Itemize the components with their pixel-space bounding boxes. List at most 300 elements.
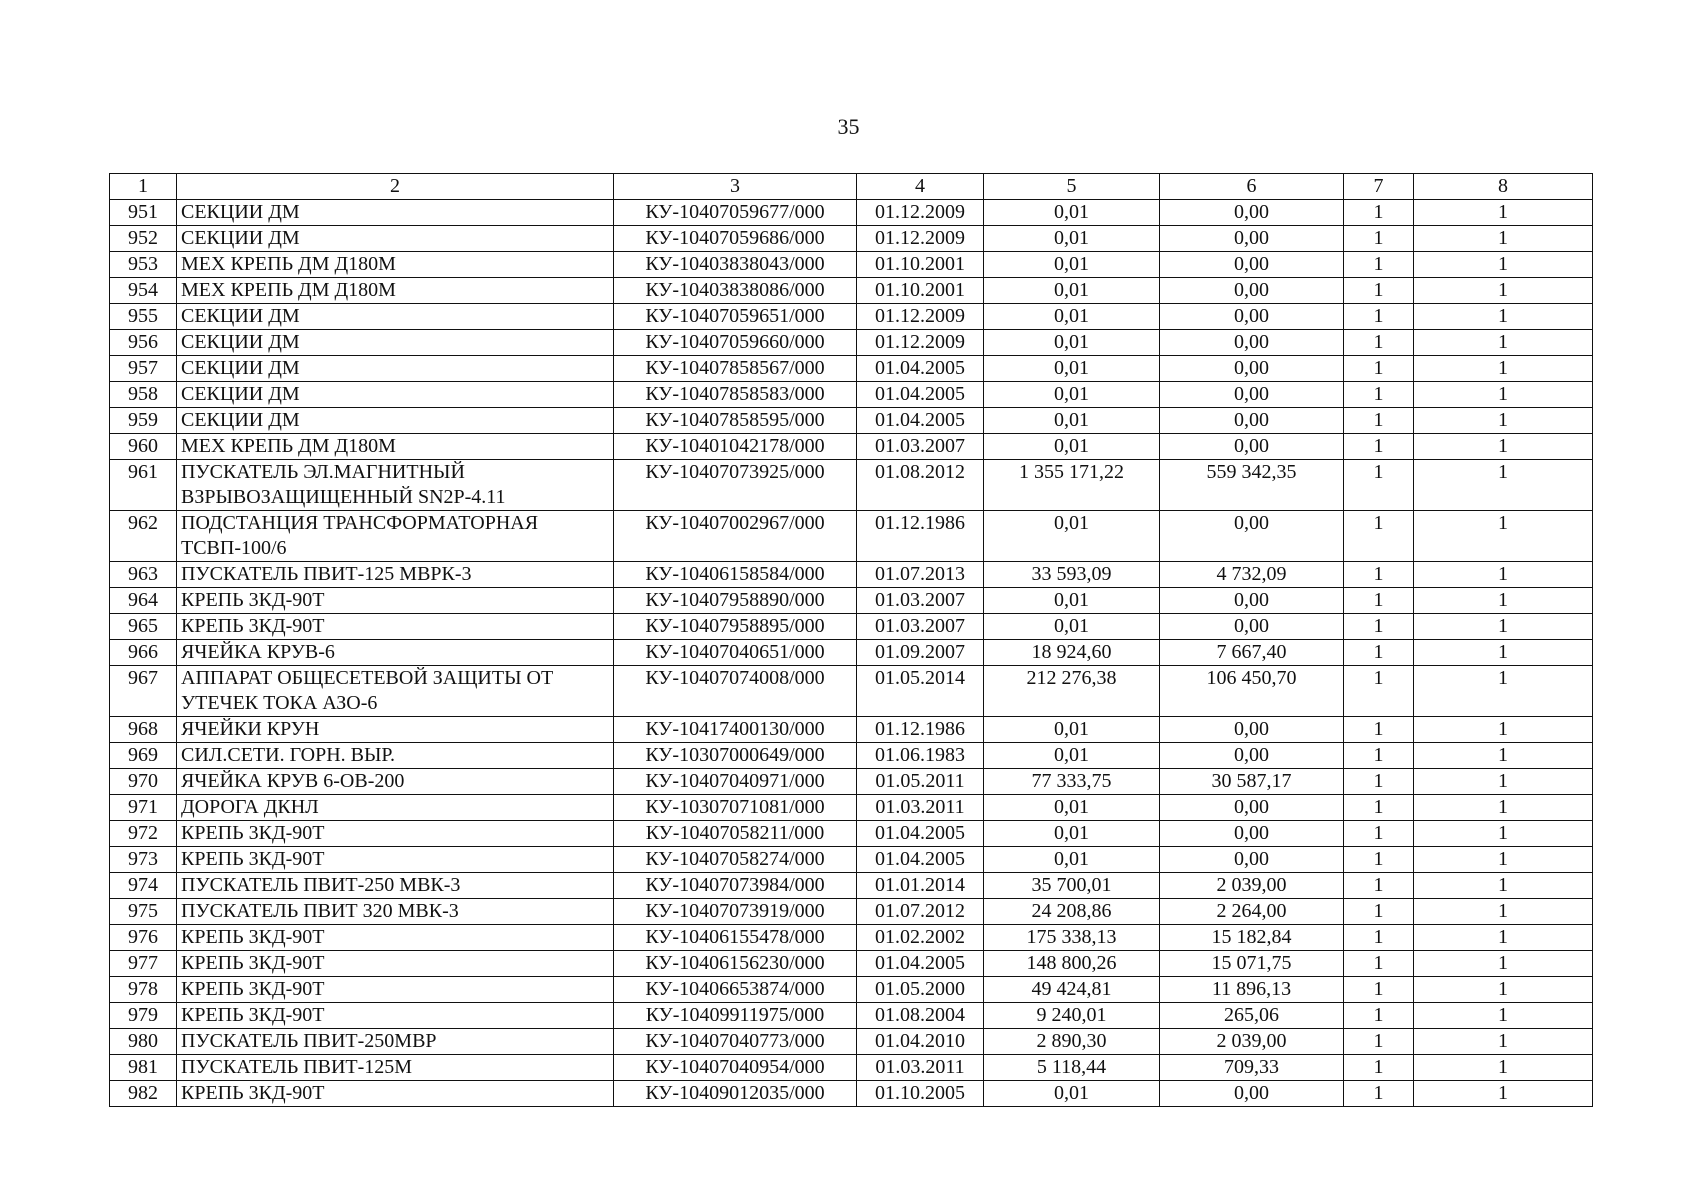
residual-cost-cell: 30 587,17 [1160, 769, 1344, 795]
table-row [110, 821, 1593, 847]
table-row [110, 1029, 1593, 1055]
asset-name-cell: КРЕПЬ 3КД-90Т [177, 1003, 614, 1029]
asset-name-cell: МЕХ КРЕПЬ ДМ Д180М [177, 434, 614, 460]
initial-cost-cell: 148 800,26 [984, 951, 1160, 977]
table-row [110, 666, 1593, 717]
date-cell: 01.04.2005 [857, 382, 984, 408]
row-number-cell: 966 [110, 640, 177, 666]
inventory-code-cell: КУ-10407040773/000 [614, 1029, 857, 1055]
initial-cost-cell: 35 700,01 [984, 873, 1160, 899]
quantity-cell: 1 [1344, 460, 1414, 511]
inventory-code-cell: КУ-10407858583/000 [614, 382, 857, 408]
asset-name-cell: КРЕПЬ 3КД-90Т [177, 1081, 614, 1107]
quantity-cell: 1 [1344, 252, 1414, 278]
count-cell: 1 [1414, 1081, 1593, 1107]
quantity-cell: 1 [1344, 330, 1414, 356]
row-number-cell: 954 [110, 278, 177, 304]
count-cell: 1 [1414, 252, 1593, 278]
inventory-code-cell: КУ-10407958890/000 [614, 588, 857, 614]
initial-cost-cell: 0,01 [984, 614, 1160, 640]
row-number-cell: 978 [110, 977, 177, 1003]
asset-name-cell: КРЕПЬ 3КД-90Т [177, 977, 614, 1003]
residual-cost-cell: 0,00 [1160, 382, 1344, 408]
inventory-code-cell: КУ-10407040651/000 [614, 640, 857, 666]
count-cell: 1 [1414, 434, 1593, 460]
initial-cost-cell: 0,01 [984, 434, 1160, 460]
row-number-cell: 951 [110, 200, 177, 226]
count-cell: 1 [1414, 408, 1593, 434]
row-number-cell: 977 [110, 951, 177, 977]
row-number-cell: 976 [110, 925, 177, 951]
date-cell: 01.10.2005 [857, 1081, 984, 1107]
asset-name-cell: ПУСКАТЕЛЬ ПВИТ-250МВР [177, 1029, 614, 1055]
residual-cost-cell: 11 896,13 [1160, 977, 1344, 1003]
count-cell: 1 [1414, 717, 1593, 743]
table-row [110, 717, 1593, 743]
table-row [110, 511, 1593, 562]
inventory-code-cell: КУ-10406155478/000 [614, 925, 857, 951]
column-header-6: 6 [1160, 174, 1344, 200]
asset-name-cell: ПОДСТАНЦИЯ ТРАНСФОРМАТОРНАЯ ТСВП-100/6 [177, 511, 614, 562]
residual-cost-cell: 0,00 [1160, 1081, 1344, 1107]
row-number-cell: 973 [110, 847, 177, 873]
asset-name-cell: ПУСКАТЕЛЬ ПВИТ-125 МВРК-3 [177, 562, 614, 588]
inventory-code-cell: КУ-10407059677/000 [614, 200, 857, 226]
residual-cost-cell: 0,00 [1160, 278, 1344, 304]
initial-cost-cell: 2 890,30 [984, 1029, 1160, 1055]
initial-cost-cell: 0,01 [984, 226, 1160, 252]
asset-name-cell: СЕКЦИИ ДМ [177, 330, 614, 356]
residual-cost-cell: 265,06 [1160, 1003, 1344, 1029]
inventory-code-cell: КУ-10403838043/000 [614, 252, 857, 278]
initial-cost-cell: 212 276,38 [984, 666, 1160, 717]
table-row [110, 408, 1593, 434]
count-cell: 1 [1414, 821, 1593, 847]
asset-name-cell: МЕХ КРЕПЬ ДМ Д180М [177, 278, 614, 304]
inventory-code-cell: КУ-10403838086/000 [614, 278, 857, 304]
inventory-code-cell: КУ-10407059660/000 [614, 330, 857, 356]
asset-name-cell: ПУСКАТЕЛЬ ПВИТ-250 МВК-3 [177, 873, 614, 899]
date-cell: 01.12.1986 [857, 717, 984, 743]
inventory-code-cell: КУ-10407073919/000 [614, 899, 857, 925]
residual-cost-cell: 2 039,00 [1160, 873, 1344, 899]
residual-cost-cell: 0,00 [1160, 847, 1344, 873]
count-cell: 1 [1414, 200, 1593, 226]
asset-name-cell: СИЛ.СЕТИ. ГОРН. ВЫР. [177, 743, 614, 769]
asset-name-cell: ПУСКАТЕЛЬ ПВИТ-125М [177, 1055, 614, 1081]
residual-cost-cell: 0,00 [1160, 795, 1344, 821]
inventory-code-cell: КУ-10406156230/000 [614, 951, 857, 977]
residual-cost-cell: 106 450,70 [1160, 666, 1344, 717]
asset-name-cell: СЕКЦИИ ДМ [177, 408, 614, 434]
inventory-code-cell: КУ-10407073925/000 [614, 460, 857, 511]
count-cell: 1 [1414, 1003, 1593, 1029]
date-cell: 01.12.2009 [857, 200, 984, 226]
row-number-cell: 980 [110, 1029, 177, 1055]
column-header-8: 8 [1414, 174, 1593, 200]
residual-cost-cell: 0,00 [1160, 511, 1344, 562]
date-cell: 01.08.2012 [857, 460, 984, 511]
row-number-cell: 967 [110, 666, 177, 717]
date-cell: 01.12.2009 [857, 304, 984, 330]
residual-cost-cell: 0,00 [1160, 226, 1344, 252]
quantity-cell: 1 [1344, 1055, 1414, 1081]
quantity-cell: 1 [1344, 821, 1414, 847]
residual-cost-cell: 0,00 [1160, 408, 1344, 434]
initial-cost-cell: 24 208,86 [984, 899, 1160, 925]
residual-cost-cell: 0,00 [1160, 614, 1344, 640]
inventory-code-cell: КУ-10407059651/000 [614, 304, 857, 330]
quantity-cell: 1 [1344, 795, 1414, 821]
table-row [110, 588, 1593, 614]
date-cell: 01.09.2007 [857, 640, 984, 666]
date-cell: 01.07.2012 [857, 899, 984, 925]
count-cell: 1 [1414, 666, 1593, 717]
asset-name-cell: КРЕПЬ 3КД-90Т [177, 925, 614, 951]
quantity-cell: 1 [1344, 640, 1414, 666]
row-number-cell: 965 [110, 614, 177, 640]
row-number-cell: 970 [110, 769, 177, 795]
table-body [110, 200, 1593, 1107]
row-number-cell: 971 [110, 795, 177, 821]
quantity-cell: 1 [1344, 951, 1414, 977]
initial-cost-cell: 0,01 [984, 511, 1160, 562]
quantity-cell: 1 [1344, 562, 1414, 588]
row-number-cell: 975 [110, 899, 177, 925]
asset-name-cell: СЕКЦИИ ДМ [177, 304, 614, 330]
date-cell: 01.05.2014 [857, 666, 984, 717]
date-cell: 01.02.2002 [857, 925, 984, 951]
table-row [110, 278, 1593, 304]
date-cell: 01.04.2005 [857, 821, 984, 847]
asset-name-cell: КРЕПЬ 3КД-90Т [177, 951, 614, 977]
count-cell: 1 [1414, 795, 1593, 821]
residual-cost-cell: 0,00 [1160, 252, 1344, 278]
quantity-cell: 1 [1344, 588, 1414, 614]
residual-cost-cell: 4 732,09 [1160, 562, 1344, 588]
count-cell: 1 [1414, 743, 1593, 769]
residual-cost-cell: 0,00 [1160, 356, 1344, 382]
date-cell: 01.12.2009 [857, 226, 984, 252]
asset-name-cell: ЯЧЕЙКИ КРУН [177, 717, 614, 743]
residual-cost-cell: 559 342,35 [1160, 460, 1344, 511]
residual-cost-cell: 2 039,00 [1160, 1029, 1344, 1055]
asset-name-cell: ПУСКАТЕЛЬ ЭЛ.МАГНИТНЫЙ ВЗРЫВОЗАЩИЩЕННЫЙ SN2P-4.11 [177, 460, 614, 511]
row-number-cell: 959 [110, 408, 177, 434]
asset-name-cell: ПУСКАТЕЛЬ ПВИТ 320 МВК-3 [177, 899, 614, 925]
initial-cost-cell: 0,01 [984, 743, 1160, 769]
quantity-cell: 1 [1344, 769, 1414, 795]
row-number-cell: 963 [110, 562, 177, 588]
quantity-cell: 1 [1344, 304, 1414, 330]
date-cell: 01.03.2011 [857, 795, 984, 821]
residual-cost-cell: 0,00 [1160, 743, 1344, 769]
date-cell: 01.03.2011 [857, 1055, 984, 1081]
count-cell: 1 [1414, 1029, 1593, 1055]
quantity-cell: 1 [1344, 382, 1414, 408]
residual-cost-cell: 0,00 [1160, 330, 1344, 356]
table-header-row [110, 174, 1593, 200]
date-cell: 01.05.2011 [857, 769, 984, 795]
initial-cost-cell: 0,01 [984, 717, 1160, 743]
row-number-cell: 979 [110, 1003, 177, 1029]
asset-name-cell: ДОРОГА ДКНЛ [177, 795, 614, 821]
initial-cost-cell: 0,01 [984, 382, 1160, 408]
quantity-cell: 1 [1344, 1081, 1414, 1107]
table-row [110, 1055, 1593, 1081]
inventory-code-cell: КУ-10407058274/000 [614, 847, 857, 873]
quantity-cell: 1 [1344, 1003, 1414, 1029]
count-cell: 1 [1414, 951, 1593, 977]
date-cell: 01.08.2004 [857, 1003, 984, 1029]
count-cell: 1 [1414, 614, 1593, 640]
residual-cost-cell: 0,00 [1160, 304, 1344, 330]
quantity-cell: 1 [1344, 899, 1414, 925]
table-row [110, 382, 1593, 408]
residual-cost-cell: 15 182,84 [1160, 925, 1344, 951]
row-number-cell: 956 [110, 330, 177, 356]
inventory-code-cell: КУ-10307071081/000 [614, 795, 857, 821]
quantity-cell: 1 [1344, 873, 1414, 899]
residual-cost-cell: 709,33 [1160, 1055, 1344, 1081]
count-cell: 1 [1414, 330, 1593, 356]
column-header-1: 1 [110, 174, 177, 200]
table-row [110, 356, 1593, 382]
date-cell: 01.03.2007 [857, 434, 984, 460]
inventory-code-cell: КУ-10407958895/000 [614, 614, 857, 640]
date-cell: 01.06.1983 [857, 743, 984, 769]
table-row [110, 1081, 1593, 1107]
row-number-cell: 974 [110, 873, 177, 899]
quantity-cell: 1 [1344, 925, 1414, 951]
quantity-cell: 1 [1344, 847, 1414, 873]
count-cell: 1 [1414, 769, 1593, 795]
row-number-cell: 972 [110, 821, 177, 847]
asset-name-cell: КРЕПЬ 3КД-90Т [177, 588, 614, 614]
inventory-code-cell: КУ-10407040971/000 [614, 769, 857, 795]
initial-cost-cell: 0,01 [984, 588, 1160, 614]
residual-cost-cell: 0,00 [1160, 821, 1344, 847]
initial-cost-cell: 0,01 [984, 847, 1160, 873]
row-number-cell: 981 [110, 1055, 177, 1081]
count-cell: 1 [1414, 382, 1593, 408]
quantity-cell: 1 [1344, 278, 1414, 304]
row-number-cell: 958 [110, 382, 177, 408]
quantity-cell: 1 [1344, 717, 1414, 743]
inventory-code-cell: КУ-10407858595/000 [614, 408, 857, 434]
initial-cost-cell: 0,01 [984, 1081, 1160, 1107]
table-row [110, 847, 1593, 873]
column-header-3: 3 [614, 174, 857, 200]
count-cell: 1 [1414, 562, 1593, 588]
initial-cost-cell: 0,01 [984, 821, 1160, 847]
asset-name-cell: СЕКЦИИ ДМ [177, 226, 614, 252]
date-cell: 01.05.2000 [857, 977, 984, 1003]
initial-cost-cell: 0,01 [984, 278, 1160, 304]
column-header-4: 4 [857, 174, 984, 200]
row-number-cell: 955 [110, 304, 177, 330]
inventory-code-cell: КУ-10406158584/000 [614, 562, 857, 588]
table-row [110, 640, 1593, 666]
residual-cost-cell: 0,00 [1160, 588, 1344, 614]
initial-cost-cell: 49 424,81 [984, 977, 1160, 1003]
inventory-code-cell: КУ-10407059686/000 [614, 226, 857, 252]
residual-cost-cell: 0,00 [1160, 717, 1344, 743]
count-cell: 1 [1414, 873, 1593, 899]
inventory-code-cell: КУ-10417400130/000 [614, 717, 857, 743]
quantity-cell: 1 [1344, 226, 1414, 252]
initial-cost-cell: 0,01 [984, 304, 1160, 330]
asset-table [109, 173, 1593, 1107]
date-cell: 01.10.2001 [857, 252, 984, 278]
date-cell: 01.04.2005 [857, 408, 984, 434]
inventory-code-cell: КУ-10407858567/000 [614, 356, 857, 382]
initial-cost-cell: 33 593,09 [984, 562, 1160, 588]
date-cell: 01.12.1986 [857, 511, 984, 562]
table-row [110, 460, 1593, 511]
row-number-cell: 957 [110, 356, 177, 382]
row-number-cell: 961 [110, 460, 177, 511]
table-row [110, 925, 1593, 951]
asset-name-cell: ЯЧЕЙКА КРУВ 6-ОВ-200 [177, 769, 614, 795]
count-cell: 1 [1414, 588, 1593, 614]
quantity-cell: 1 [1344, 614, 1414, 640]
inventory-code-cell: КУ-10407073984/000 [614, 873, 857, 899]
count-cell: 1 [1414, 847, 1593, 873]
count-cell: 1 [1414, 899, 1593, 925]
quantity-cell: 1 [1344, 200, 1414, 226]
row-number-cell: 969 [110, 743, 177, 769]
count-cell: 1 [1414, 640, 1593, 666]
initial-cost-cell: 0,01 [984, 252, 1160, 278]
initial-cost-cell: 1 355 171,22 [984, 460, 1160, 511]
table-row [110, 562, 1593, 588]
quantity-cell: 1 [1344, 743, 1414, 769]
table-row [110, 304, 1593, 330]
date-cell: 01.10.2001 [857, 278, 984, 304]
quantity-cell: 1 [1344, 666, 1414, 717]
inventory-code-cell: КУ-10409911975/000 [614, 1003, 857, 1029]
inventory-code-cell: КУ-10307000649/000 [614, 743, 857, 769]
count-cell: 1 [1414, 925, 1593, 951]
table-row [110, 795, 1593, 821]
inventory-code-cell: КУ-10406653874/000 [614, 977, 857, 1003]
column-header-7: 7 [1344, 174, 1414, 200]
table-row [110, 873, 1593, 899]
table-row [110, 434, 1593, 460]
initial-cost-cell: 9 240,01 [984, 1003, 1160, 1029]
table-row [110, 200, 1593, 226]
initial-cost-cell: 77 333,75 [984, 769, 1160, 795]
inventory-code-cell: КУ-10401042178/000 [614, 434, 857, 460]
initial-cost-cell: 0,01 [984, 356, 1160, 382]
count-cell: 1 [1414, 511, 1593, 562]
residual-cost-cell: 0,00 [1160, 200, 1344, 226]
asset-name-cell: КРЕПЬ 3КД-90Т [177, 614, 614, 640]
table-row [110, 252, 1593, 278]
table-row [110, 330, 1593, 356]
count-cell: 1 [1414, 977, 1593, 1003]
column-header-2: 2 [177, 174, 614, 200]
date-cell: 01.01.2014 [857, 873, 984, 899]
inventory-code-cell: КУ-10407040954/000 [614, 1055, 857, 1081]
asset-name-cell: МЕХ КРЕПЬ ДМ Д180М [177, 252, 614, 278]
asset-name-cell: КРЕПЬ 3КД-90Т [177, 847, 614, 873]
date-cell: 01.04.2005 [857, 951, 984, 977]
initial-cost-cell: 0,01 [984, 795, 1160, 821]
initial-cost-cell: 175 338,13 [984, 925, 1160, 951]
date-cell: 01.04.2010 [857, 1029, 984, 1055]
asset-name-cell: АППАРАТ ОБЩЕСЕТЕВОЙ ЗАЩИТЫ ОТ УТЕЧЕК ТОКА АЗО-6 [177, 666, 614, 717]
count-cell: 1 [1414, 278, 1593, 304]
table-row [110, 614, 1593, 640]
asset-name-cell: СЕКЦИИ ДМ [177, 356, 614, 382]
quantity-cell: 1 [1344, 356, 1414, 382]
row-number-cell: 960 [110, 434, 177, 460]
inventory-code-cell: КУ-10407074008/000 [614, 666, 857, 717]
date-cell: 01.12.2009 [857, 330, 984, 356]
initial-cost-cell: 0,01 [984, 200, 1160, 226]
date-cell: 01.04.2005 [857, 356, 984, 382]
residual-cost-cell: 0,00 [1160, 434, 1344, 460]
row-number-cell: 968 [110, 717, 177, 743]
count-cell: 1 [1414, 226, 1593, 252]
initial-cost-cell: 0,01 [984, 330, 1160, 356]
row-number-cell: 953 [110, 252, 177, 278]
asset-name-cell: КРЕПЬ 3КД-90Т [177, 821, 614, 847]
column-header-5: 5 [984, 174, 1160, 200]
quantity-cell: 1 [1344, 434, 1414, 460]
table-row [110, 899, 1593, 925]
table-row [110, 951, 1593, 977]
residual-cost-cell: 15 071,75 [1160, 951, 1344, 977]
inventory-code-cell: КУ-10407058211/000 [614, 821, 857, 847]
table-row [110, 769, 1593, 795]
row-number-cell: 952 [110, 226, 177, 252]
initial-cost-cell: 18 924,60 [984, 640, 1160, 666]
inventory-code-cell: КУ-10407002967/000 [614, 511, 857, 562]
date-cell: 01.07.2013 [857, 562, 984, 588]
row-number-cell: 964 [110, 588, 177, 614]
residual-cost-cell: 7 667,40 [1160, 640, 1344, 666]
asset-name-cell: ЯЧЕЙКА КРУВ-6 [177, 640, 614, 666]
row-number-cell: 982 [110, 1081, 177, 1107]
count-cell: 1 [1414, 356, 1593, 382]
row-number-cell: 962 [110, 511, 177, 562]
count-cell: 1 [1414, 304, 1593, 330]
residual-cost-cell: 2 264,00 [1160, 899, 1344, 925]
asset-name-cell: СЕКЦИИ ДМ [177, 382, 614, 408]
quantity-cell: 1 [1344, 1029, 1414, 1055]
quantity-cell: 1 [1344, 977, 1414, 1003]
asset-name-cell: СЕКЦИИ ДМ [177, 200, 614, 226]
date-cell: 01.04.2005 [857, 847, 984, 873]
page-number: 35 [837, 114, 860, 139]
table-row [110, 226, 1593, 252]
table-row [110, 977, 1593, 1003]
initial-cost-cell: 0,01 [984, 408, 1160, 434]
count-cell: 1 [1414, 1055, 1593, 1081]
date-cell: 01.03.2007 [857, 588, 984, 614]
table-row [110, 1003, 1593, 1029]
quantity-cell: 1 [1344, 511, 1414, 562]
count-cell: 1 [1414, 460, 1593, 511]
date-cell: 01.03.2007 [857, 614, 984, 640]
initial-cost-cell: 5 118,44 [984, 1055, 1160, 1081]
quantity-cell: 1 [1344, 408, 1414, 434]
table-row [110, 743, 1593, 769]
inventory-code-cell: КУ-10409012035/000 [614, 1081, 857, 1107]
